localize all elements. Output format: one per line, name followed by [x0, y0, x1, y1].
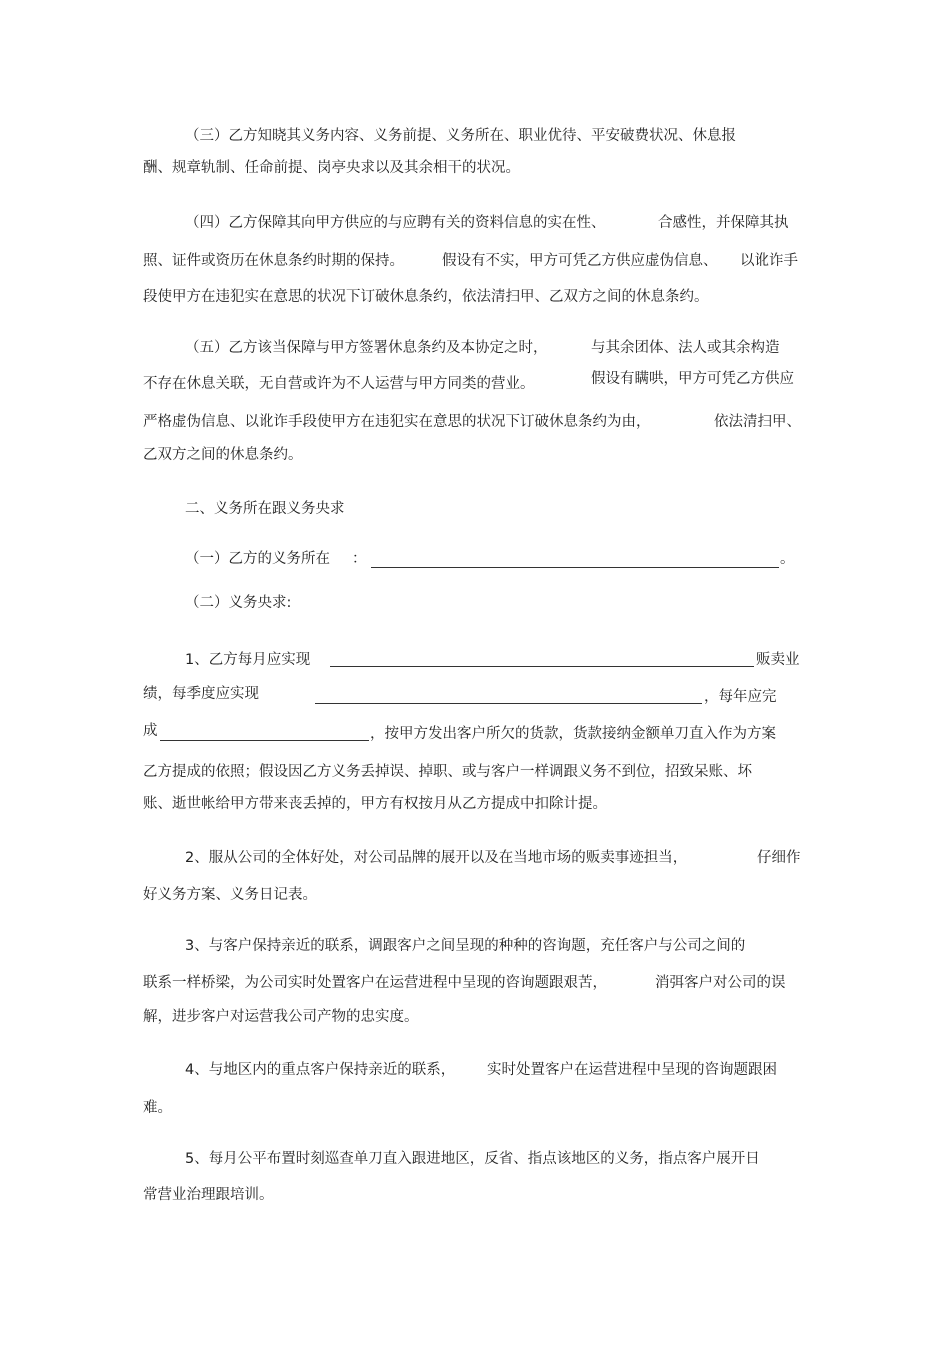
req1-line2a: 绩，每季度应实现: [143, 686, 259, 702]
p4-line1b: 合感性，并保障其执: [658, 215, 789, 231]
p5-line1a: （五）乙方该当保障与甲方签署休息条约及本协定之时，: [185, 340, 548, 356]
p4-line3: 段使甲方在违犯实在意思的状况下订破休息条约，依法清扫甲、乙双方之间的休息条约。: [143, 289, 709, 305]
req2-line2: 好义务方案、义务日记表。: [143, 887, 317, 903]
req5-line2: 常营业治理跟培训。: [143, 1187, 274, 1203]
req3-line3: 解，进步客户对运营我公司产物的忠实度。: [143, 1009, 419, 1025]
req1-line3a: 成: [143, 723, 158, 739]
annual-sales-blank[interactable]: [160, 726, 369, 741]
p5-line2b: 假设有瞒哄，甲方可凭乙方供应: [591, 371, 794, 387]
item1-colon: ：: [352, 551, 367, 567]
p3-line2: 酬、规章轨制、任命前提、岗亭央求以及其余相干的状况。: [143, 160, 520, 176]
req4-line1b: 实时处置客户在运营进程中呈现的咨询题跟困: [487, 1062, 777, 1078]
req1-line5: 账、逝世帐给甲方带来丧丢掉的，甲方有权按月从乙方提成中扣除计提。: [143, 796, 607, 812]
req4-line2: 难。: [143, 1100, 172, 1116]
req1-line3b: ，按甲方发出客户所欠的货款，货款接纳金额单刀直入作为方案: [370, 726, 776, 742]
item2-label: （二）义务央求:: [185, 595, 292, 611]
req1-line1a: 1、乙方每月应实现: [185, 652, 311, 668]
req3-line1: 3、与客户保持亲近的联系，调跟客户之间呈现的种种的咨询题，充任客户与公司之间的: [185, 938, 746, 954]
monthly-sales-blank[interactable]: [330, 652, 754, 667]
req1-line2b: ，每年应完: [704, 689, 777, 705]
item1-end: 。: [780, 551, 795, 567]
p4-line2a: 照、证件或资历在休息条约时期的保持。: [143, 253, 404, 269]
section-heading-2: 二、义务所在跟义务央求: [185, 501, 345, 517]
p3-line1: （三）乙方知晓其义务内容、义务前提、义务所在、职业优待、平安破费状况、休息报: [185, 128, 736, 144]
req2-line1a: 2、服从公司的全体好处，对公司品牌的展开以及在当地市场的贩卖事迹担当，: [185, 850, 688, 866]
req1-line4: 乙方提成的依照；假设因乙方义务丢掉误、掉职、或与客户一样调跟义务不到位，招致呆账、坏: [143, 764, 752, 780]
req2-line1b: 仔细作: [757, 850, 801, 866]
req4-line1a: 4、与地区内的重点客户保持亲近的联系，: [185, 1062, 456, 1078]
p5-line1b: 与其余团体、法人或其余构造: [591, 340, 780, 356]
item1-label: （一）乙方的义务所在: [185, 551, 330, 567]
req3-line2b: 消弭客户对公司的误: [655, 975, 786, 991]
req5-line1: 5、每月公平布置时刻巡查单刀直入跟进地区，反省、指点该地区的义务，指点客户展开日: [185, 1151, 760, 1167]
p5-line4: 乙双方之间的休息条约。: [143, 447, 303, 463]
p4-line2b: 假设有不实，甲方可凭乙方供应虚伪信息、: [442, 253, 718, 269]
p5-line3b: 依法清扫甲、: [714, 414, 801, 430]
p4-line2c: 以讹诈手: [740, 253, 798, 269]
req1-line1b: 贩卖业: [756, 652, 800, 668]
req3-line2a: 联系一样桥梁，为公司实时处置客户在运营进程中呈现的咨询题跟艰苦，: [143, 975, 607, 991]
p5-line3a: 严格虚伪信息、以讹诈手段使甲方在违犯实在意思的状况下订破休息条约为由，: [143, 414, 651, 430]
p4-line1a: （四）乙方保障其向甲方供应的与应聘有关的资料信息的实在性、: [185, 215, 606, 231]
p5-line2a: 不存在休息关联，无自营或许为不人运营与甲方同类的营业。: [143, 376, 535, 392]
quarterly-sales-blank[interactable]: [315, 689, 702, 704]
work-location-blank[interactable]: [371, 553, 779, 568]
